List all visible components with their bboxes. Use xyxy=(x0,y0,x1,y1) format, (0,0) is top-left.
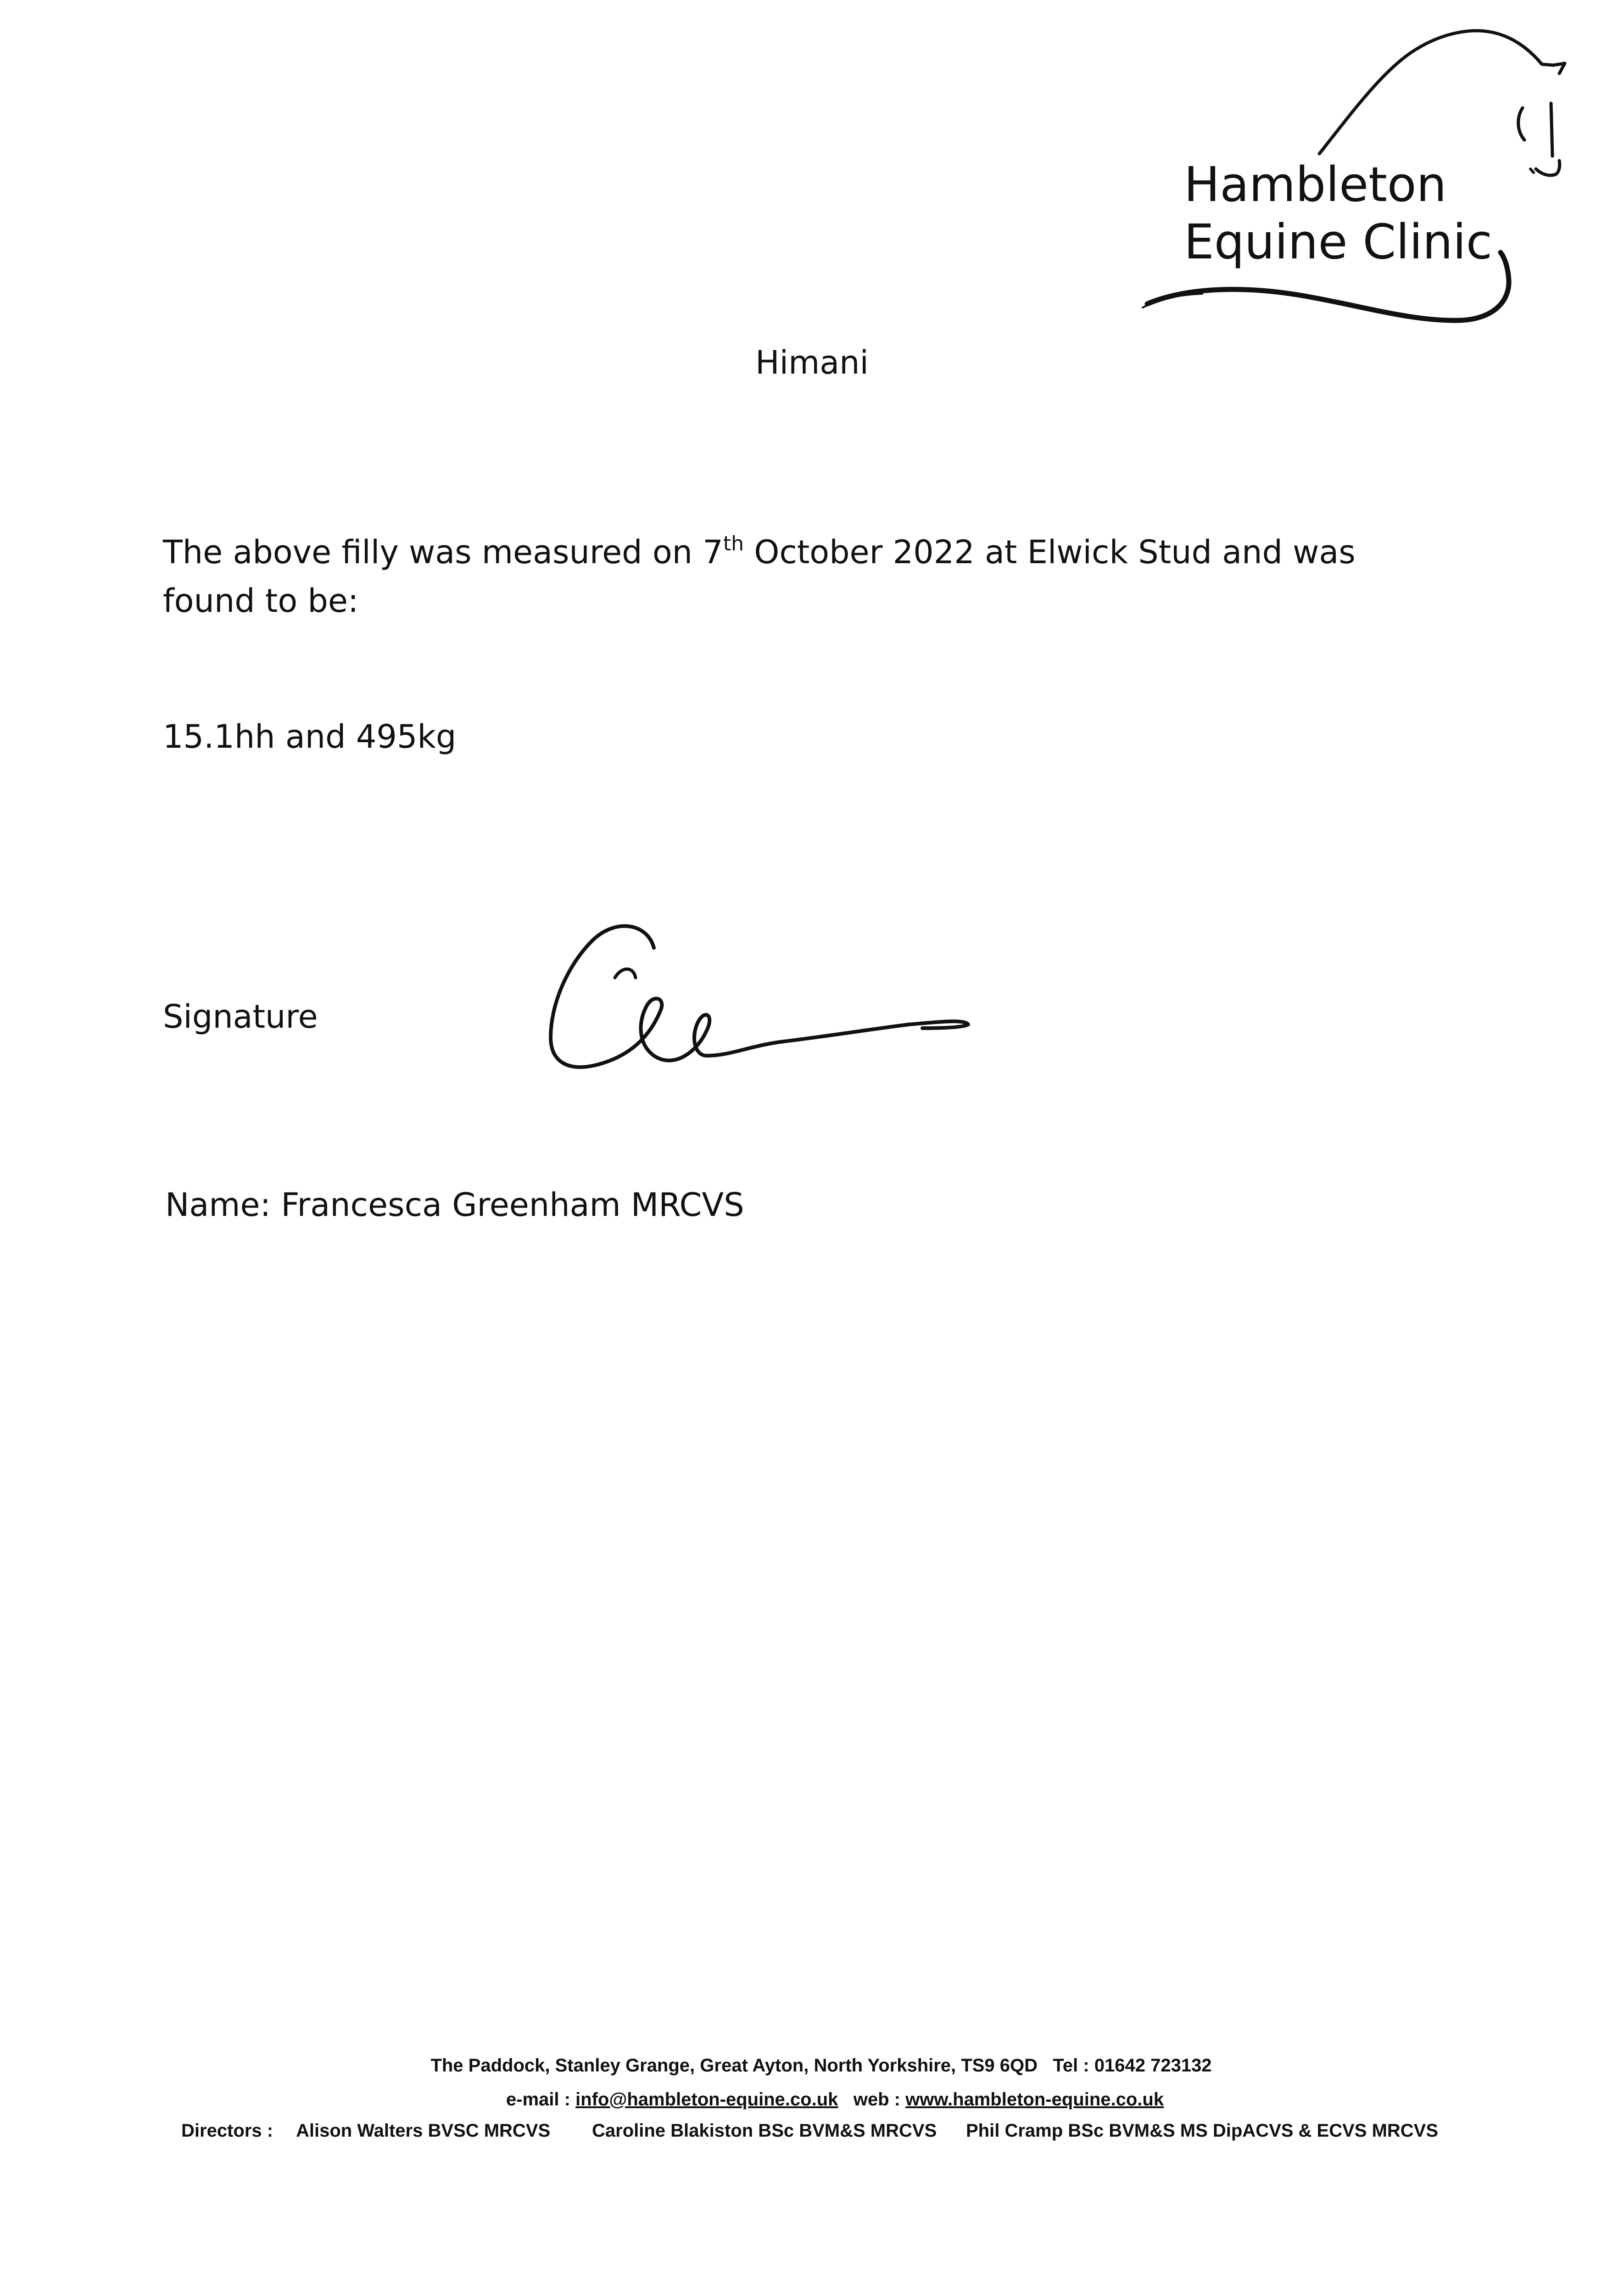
footer-email-label: e-mail : xyxy=(506,2089,570,2110)
statement-part1: The above filly was measured on 7 xyxy=(163,533,723,571)
measurement-statement xyxy=(163,528,1448,625)
logo-text-line1: Hambleton xyxy=(1184,157,1447,213)
footer-address-line xyxy=(0,2055,1624,2076)
director-name: Phil Cramp BSc BVM&S MS DipACVS & ECVS MRCVS xyxy=(966,2121,1439,2141)
statement-superscript: th xyxy=(723,532,744,555)
measurement-result: 15.1hh and 495kg xyxy=(163,718,457,756)
signatory-name: Name: Francesca Greenham MRCVS xyxy=(165,1186,744,1224)
footer-web-label: web : xyxy=(853,2089,900,2110)
footer-email-link[interactable]: info@hambleton-equine.co.uk xyxy=(575,2089,838,2110)
clinic-logo xyxy=(1138,23,1574,335)
logo-text-line2: Equine Clinic xyxy=(1184,214,1492,270)
statement-part2: October 2022 at Elwick Stud and was found to be: xyxy=(163,533,1356,620)
footer-directors-label: Directors : xyxy=(181,2121,273,2141)
footer-tel-label: Tel : xyxy=(1053,2055,1089,2076)
footer-address: The Paddock, Stanley Grange, Great Ayton, North Yorkshire, TS9 6QD xyxy=(430,2055,1038,2076)
director-name: Caroline Blakiston BSc BVM&S MRCVS xyxy=(592,2121,937,2141)
director-name: Alison Walters BVSC MRCVS xyxy=(296,2121,551,2141)
handwritten-signature xyxy=(541,904,1055,1088)
footer-web-link[interactable]: www.hambleton-equine.co.uk xyxy=(905,2089,1164,2110)
footer-tel: 01642 723132 xyxy=(1094,2055,1212,2076)
footer-contact-line xyxy=(0,2089,1624,2110)
signature-label: Signature xyxy=(163,998,318,1036)
horse-name: Himani xyxy=(755,344,869,381)
